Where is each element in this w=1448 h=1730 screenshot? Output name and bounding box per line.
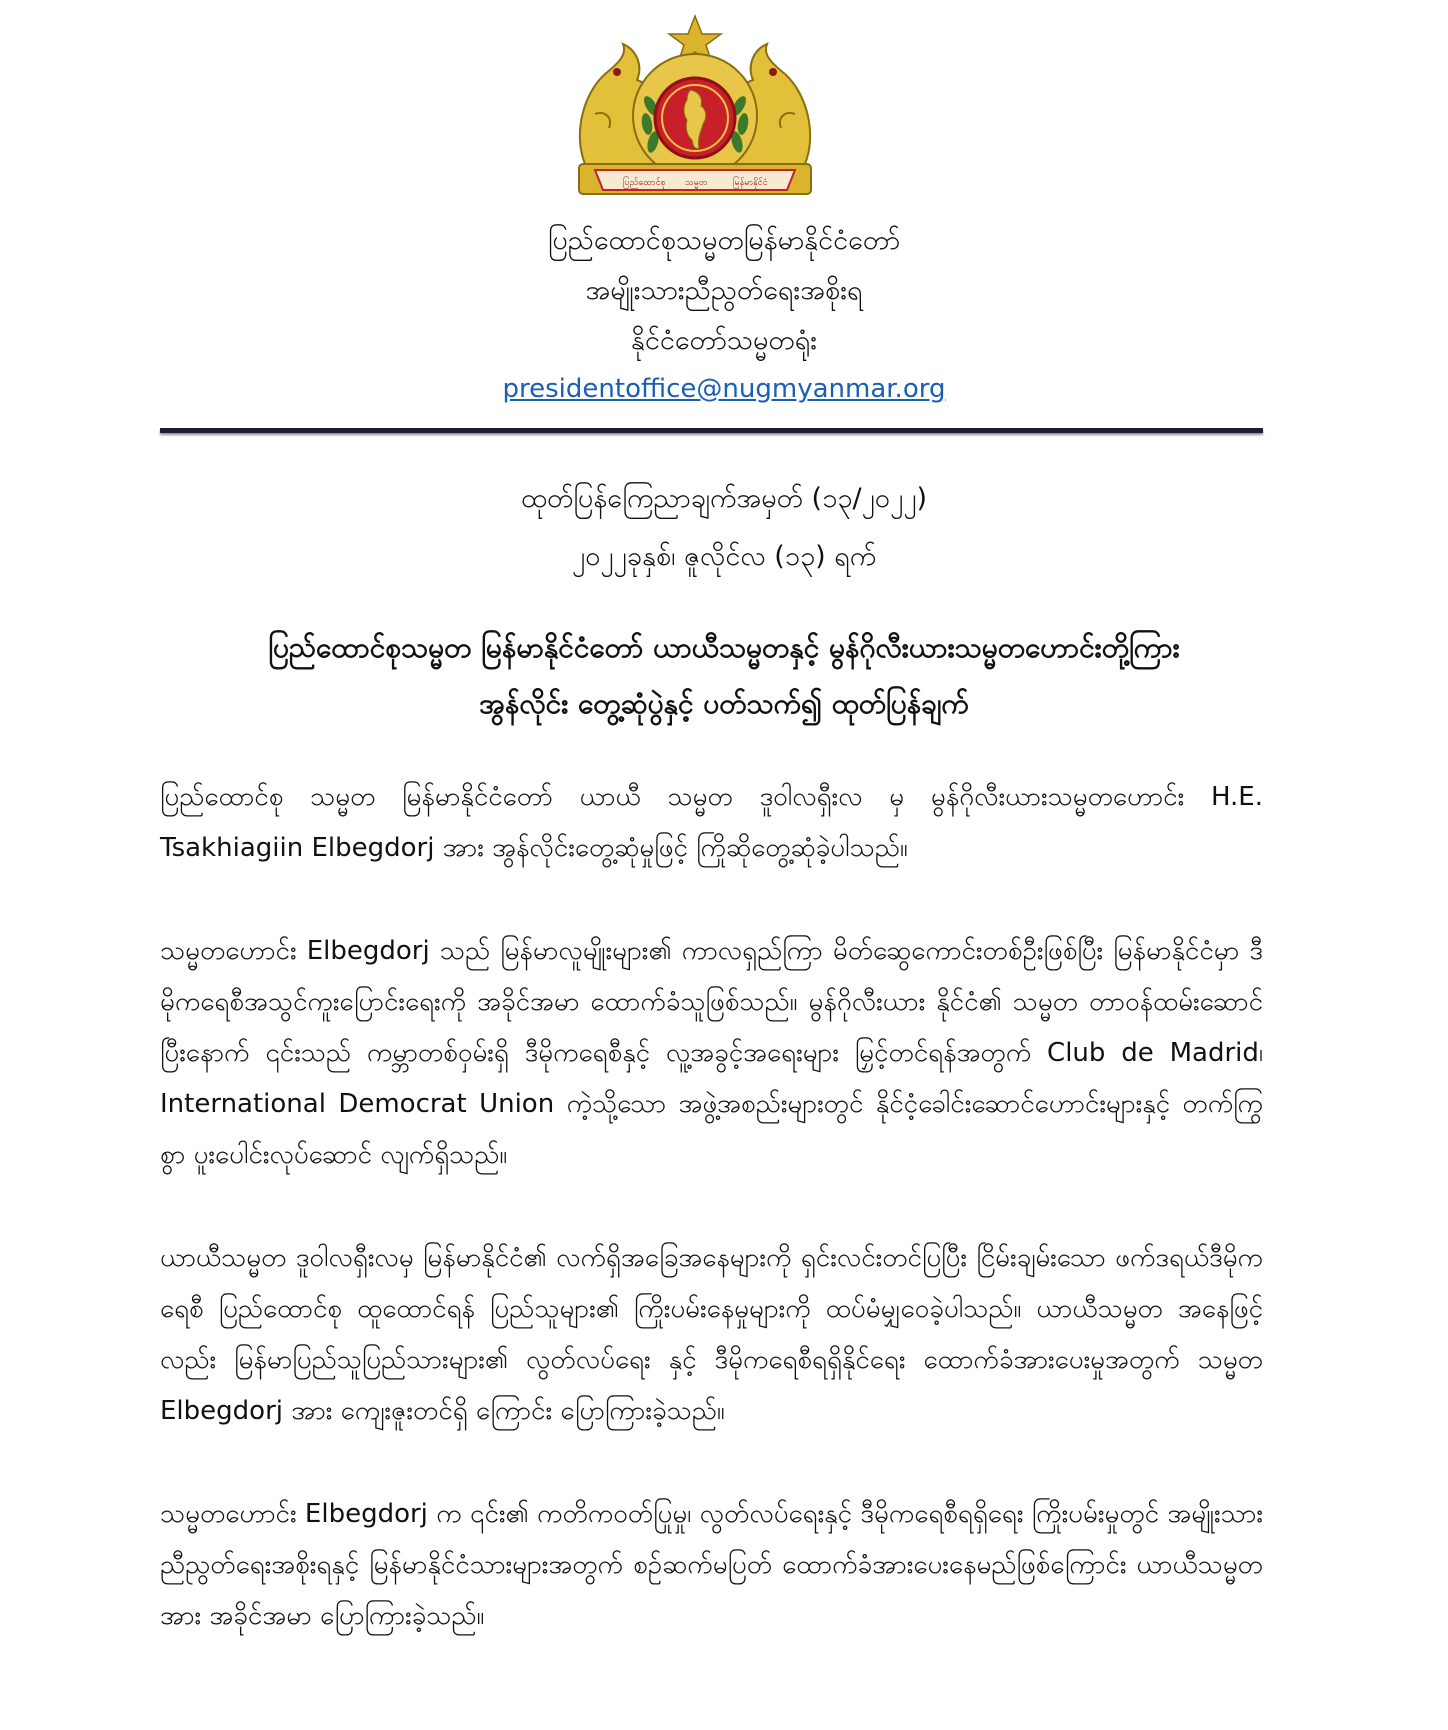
headline-line-2: အွန်လိုင်း တွေ့ဆုံပွဲနှင့် ပတ်သက်၍ ထုတ်ပြန်ချက် — [479, 687, 969, 720]
release-date: ၂၀၂၂ခုနှစ်၊ ဇူလိုင်လ (၁၃) ရက် — [571, 541, 877, 572]
email-link[interactable]: presidentoffice@nugmyanmar.org — [502, 374, 946, 404]
letterhead — [0, 216, 1448, 412]
body-paragraph: ယာယီသမ္မတ ဒူဝါလရှီးလမှ မြန်မာနိုင်ငံ၏ လက်ရှိအခြေအနေများကို ရှင်းလင်းတင်ပြပြီး ငြိမ်းချမ်းသော ဖက်ဒရယ်ဒီမိုကရေစီ ပြည်ထောင်စု ထူထောင်ရန် ပြည်သူများ၏ ကြိုးပမ်းနေမှုများကို ထပ်မံမျှဝေခဲ့ပါသည်။ ယာယီသမ္မတ အနေဖြင့်လည်း မြန်မာပြည်သူပြည်သားများ၏ လွတ်လပ်ရေး နှင့် ဒီမိုကရေစီရရှိနိုင်ရေး ထောက်ခံအားပေးမှုအတွက် သမ္မတ Elbegdorj အား ကျေးဇူးတင်ရှိ ကြောင်း ပြောကြားခဲ့သည်။ — [160, 1243, 1263, 1426]
ribbon-right-text: မြန်မာနိုင်ငံ — [733, 178, 768, 188]
release-number: ထုတ်ပြန်ကြေညာချက်အမှတ် (၁၃/၂၀၂၂) — [520, 483, 928, 514]
letterhead-office: နိုင်ငံတော်သမ္မတရုံး — [630, 325, 818, 356]
headline-line-1: ပြည်ထောင်စုသမ္မတ မြန်မာနိုင်ငံတော် ယာယီသမ္မတနှင့် မွန်ဂိုလီးယားသမ္မတဟောင်းတို့ကြား — [268, 631, 1180, 664]
document-headline — [150, 620, 1298, 732]
body-paragraph: ပြည်ထောင်စု သမ္မတ မြန်မာနိုင်ငံတော် ယာယီ သမ္မတ ဒူဝါလရှီးလ မှ မွန်ဂိုလီးယားသမ္မတဟောင်း H.E. Tsakhiagiin Elbegdorj အား အွန်လိုင်းတွေ့ဆုံမှုဖြင့် ကြိုဆိုတွေ့ဆုံခဲ့ပါသည်။ — [160, 782, 1263, 863]
document-body — [160, 772, 1263, 1694]
ribbon-center-text: သမ္မတ — [685, 178, 708, 188]
body-paragraph: သမ္မတဟောင်း Elbegdorj သည် မြန်မာလူမျိုးများ၏ ကာလရှည်ကြာ မိတ်ဆွေကောင်းတစ်ဦးဖြစ်ပြီး မြန်မာနိုင်ငံမှာ ဒီမိုကရေစီအသွင်ကူးပြောင်းရေးကို အခိုင်အမာ ထောက်ခံသူဖြစ်သည်။ မွန်ဂိုလီးယား နိုင်ငံ၏ သမ္မတ တာဝန်ထမ်းဆောင်ပြီးနောက် ၎င်းသည် ကမ္ဘာတစ်ဝှမ်းရှိ ဒီမိုကရေစီနှင့် လူ့အခွင့်အရေးများ မြှင့်တင်ရန်အတွက် Club de Madrid၊ International Democrat Union ကဲ့သို့သော အဖွဲ့အစည်းများတွင် နိုင်ငံ့ခေါင်းဆောင်ဟောင်းများနှင့် တက်ကြွစွာ ပူးပေါင်းလုပ်ဆောင် လျက်ရှိသည်။ — [160, 936, 1263, 1170]
letterhead-government: အမျိုးသားညီညွတ်ရေးအစိုးရ — [585, 275, 863, 306]
state-emblem — [565, 14, 825, 204]
header-divider — [160, 428, 1263, 433]
release-meta — [0, 470, 1448, 586]
letterhead-country: ပြည်ထောင်စုသမ္မတမြန်မာနိုင်ငံတော် — [547, 225, 901, 256]
body-paragraph: သမ္မတဟောင်း Elbegdorj က ၎င်း၏ ကတိကဝတ်ပြုမှု၊ လွတ်လပ်ရေးနှင့် ဒီမိုကရေစီရရှိရေး ကြိုးပမ်းမှုတွင် အမျိုးသားညီညွတ်ရေးအစိုးရနှင့် မြန်မာနိုင်ငံသားများအတွက် စဉ်ဆက်မပြတ် ထောက်ခံအားပေးနေမည်ဖြစ်ကြောင်း ယာယီသမ္မတအား အခိုင်အမာ ပြောကြားခဲ့သည်။ — [160, 1499, 1263, 1631]
state-seal-icon — [565, 14, 825, 204]
ribbon-left-text: ပြည်ထောင်စု — [623, 178, 666, 188]
